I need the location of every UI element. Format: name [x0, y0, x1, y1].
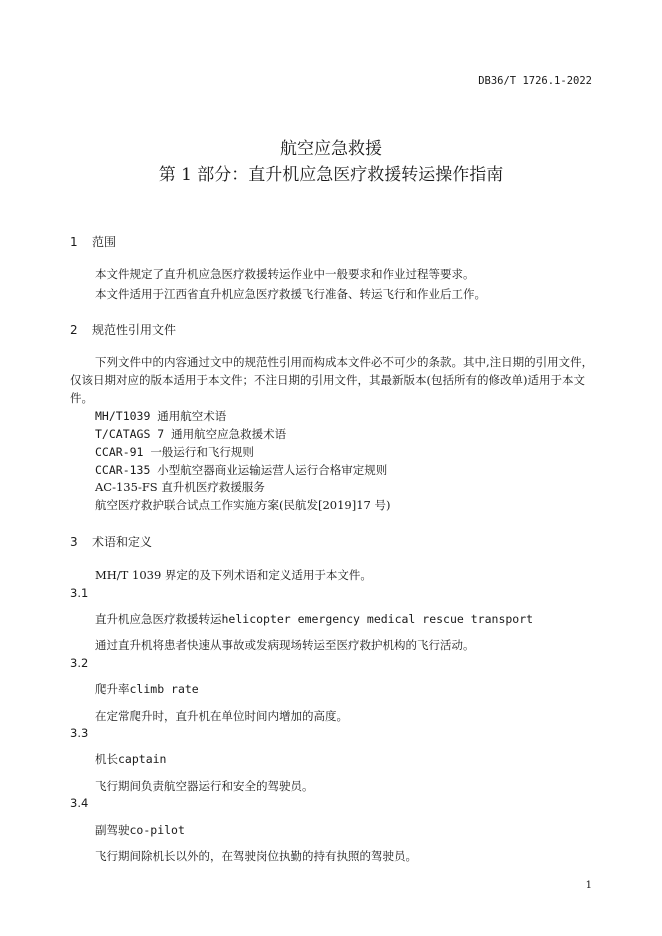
term-number: 3.4 [70, 796, 89, 810]
section-1-heading [70, 233, 116, 250]
term-zh: 直升机应急医疗救援转运 [95, 612, 222, 626]
term-en: helicopter emergency medical rescue transport [221, 612, 534, 626]
reference-item: CCAR-135 小型航空器商业运输运营人运行合格审定规则 [95, 463, 388, 477]
term-zh: 机长 [95, 752, 118, 766]
term-definition: 飞行期间除机长以外的，在驾驶岗位执勤的持有执照的驾驶员。 [95, 849, 417, 863]
document-id: DB36/T 1726.1-2022 [478, 75, 592, 87]
paragraph: 本文件适用于江西省直升机应急医疗救援飞行准备、转运飞行和作业后工作。 [95, 287, 486, 301]
section-number: 3 [70, 535, 78, 549]
paragraph: 下列文件中的内容通过文中的规范性引用而构成本文件必不可少的条款。其中,注日期的引用文件，仅该日期对应的版本适用于本文件；不注日期的引用文件，其最新版本(包括所有的修改单)适用于本文件。 [70, 355, 594, 405]
term-zh: 副驾驶 [95, 823, 130, 837]
paragraph: 本文件规定了直升机应急医疗救援转运作业中一般要求和作业过程等要求。 [95, 267, 475, 281]
paragraph: MH/T 1039 界定的及下列术语和定义适用于本文件。 [95, 568, 372, 582]
term-definition: 通过直升机将患者快速从事故或发病现场转运至医疗救护机构的飞行活动。 [95, 638, 475, 652]
term-definition: 飞行期间负责航空器运行和安全的驾驶员。 [95, 779, 314, 793]
section-title: 规范性引用文件 [92, 323, 177, 337]
term-number: 3.2 [70, 656, 89, 670]
reference-item: 航空医疗救护联合试点工作实施方案(民航发[2019]17 号) [95, 498, 391, 512]
term-entry [95, 681, 199, 697]
reference-item: CCAR-91 一般运行和飞行规则 [95, 445, 254, 459]
term-en: climb rate [129, 682, 199, 696]
term-zh: 爬升率 [95, 682, 130, 696]
term-definition: 在定常爬升时，直升机在单位时间内增加的高度。 [95, 709, 348, 723]
section-title: 范围 [92, 235, 117, 249]
term-entry [95, 751, 166, 767]
term-number: 3.1 [70, 586, 89, 600]
term-entry [95, 822, 185, 838]
term-number: 3.3 [70, 726, 89, 740]
term-en: co-pilot [129, 823, 185, 837]
section-number: 1 [70, 235, 78, 249]
section-3-heading [70, 533, 152, 550]
section-2-heading [70, 321, 176, 338]
reference-item: AC-135-FS 直升机医疗救援服务 [95, 480, 265, 494]
document-title-main: 航空应急救援 [280, 139, 382, 159]
reference-item: MH/T1039 通用航空术语 [95, 409, 227, 423]
document-title-sub: 第 1 部分：直升机应急医疗救援转运操作指南 [158, 165, 504, 185]
reference-item: T/CATAGS 7 通用航空应急救援术语 [95, 427, 287, 441]
page-number: 1 [585, 880, 592, 891]
section-title: 术语和定义 [92, 535, 153, 549]
term-en: captain [118, 752, 167, 766]
term-entry [95, 611, 533, 627]
section-number: 2 [70, 323, 78, 337]
